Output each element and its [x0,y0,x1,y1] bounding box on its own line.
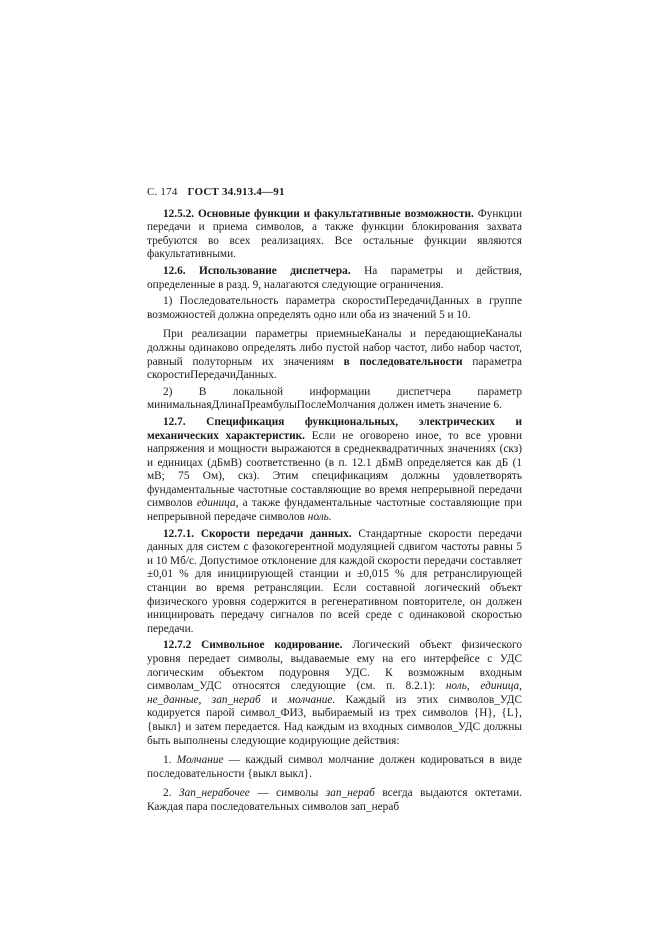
symbol-term: ноль, единица, не_данные, зап_нераб [147,680,522,706]
clause-title: Символьное кодирование. [201,639,343,652]
clause-number: 12.5.2. [163,207,195,220]
clause-text: Стандартные скорости передачи данных для систем с фазокогерентной модуляцией сдвигом частоты равны 5 и 10 Мб/с. Допустимое отклонение для каждой скорости передачи составляет ±0,01 % для инициирующей станции и ±0,015 % для ретранслирующей станции во время ретрансляции. Если составной логический объект физического уровня содержится в регенеративном повторителе, он должен инициировать передачу сигналов по всей среде с одинаковой скоростью передачи. [147,527,522,635]
paragraph-item-1 [147,295,522,322]
paragraph-12-7 [147,416,522,525]
rule-number: 1. [163,754,177,767]
clause-text: параметра скоростиПередачиДанных. [147,355,522,382]
clause-text: 2) В локальной информации диспетчера параметр минимальнаяДлинаПреамбулыПослеМолчания должен иметь значение 6. [147,385,522,412]
clause-text: Если не оговорено иное, то все уровни напряжения и мощности выражаются в среднеквадратичных значениях (скз) и единицах (дБмВ) соответственно (в п. 12.1 дБмВ определяется как дБ (1 мВ; 75 Ом), скз). Этим спецификациям должны удовлетворять фундаментальные частотные составляющие во время непрерывной передачи символов [147,429,522,510]
symbol-term: единица, [196,497,239,510]
symbol-term: Молчание [176,754,224,767]
paragraph-channels [147,328,522,382]
symbol-term: Зап_нерабочее [179,787,250,800]
document-page [147,186,522,818]
clause-number: 12.6. [163,264,186,277]
clause-text: Каждый из этих символов_УДС кодируется парой символ_ФИЗ, выбираемый из трех символов {Н}, {L}, {выкл} и затем передается. Над каждым из входных символов_УДС должны быть выполнены следующие кодирующие действия: [147,693,522,747]
paragraph-rule-1 [147,754,522,781]
clause-title: Скорости передачи данных. [200,527,352,540]
clause-text: — символы [249,787,326,800]
clause-text: — каждый символ молчание должен кодироваться в виде последовательности {выкл выкл}. [147,754,522,780]
clause-text: Логический объект физического уровня передает символы, выдаваемые ему на его интерфейсе с УДС логическим объектом подуровня УДС. К возможным входным символам_УДС относятся следующие (см. п. 8.2.1): [147,639,523,693]
paragraph-12-6 [147,265,522,292]
clause-number: 12.7.2 [163,639,192,652]
paragraph-rule-2 [147,787,522,814]
clause-text: При реализации параметры приемныеКаналы и передающиеКаналы должны одинаково определять либо пустой набор частот, либо набор частот, равный полуторным их значениям [147,328,522,368]
symbol-term: ноль. [307,511,332,524]
symbol-term: молчание. [287,693,336,706]
clause-text: всегда выдаются октетами. Каждая пара последовательных символов зап_нераб [147,787,522,813]
clause-title: Использование диспетчера. [199,264,351,277]
rule-number: 2. [163,787,180,800]
clause-text: Функции передачи и приема символов, а также функции блокирования захвата требуются во всех реализациях. Все остальные функции являются факультативными. [147,207,522,261]
page-number: С. 174 [147,186,178,198]
paragraph-item-2 [147,386,522,413]
clause-text: 1) Последовательность параметра скоростиПередачиДанных в группе возможностей должна определять одно или оба из значений 5 и 10. [147,295,522,321]
clause-emphasis: в последовательности [343,355,463,368]
paragraph-12-7-2 [147,639,522,748]
clause-number: 12.7.1. [163,527,195,540]
clause-title: Основные функции и факультативные возможности. [198,207,474,220]
symbol-term: зап_нераб [325,787,375,800]
clause-text: и [260,693,288,706]
clause-text: На параметры и действия, определенные в разд. 9, налагаются следующие ограничения. [147,264,522,291]
paragraph-12-7-1 [147,528,522,637]
clause-number: 12.7. [163,415,186,428]
paragraph-12-5-2 [147,208,522,262]
clause-text: а также фундаментальные частотные составляющие при непрерывной передаче символов [147,497,522,524]
clause-title: Спецификация функциональных, электрических и механических характеристик. [147,415,522,442]
document-code: ГОСТ 34.913.4—91 [187,186,285,198]
page-header [147,186,522,200]
